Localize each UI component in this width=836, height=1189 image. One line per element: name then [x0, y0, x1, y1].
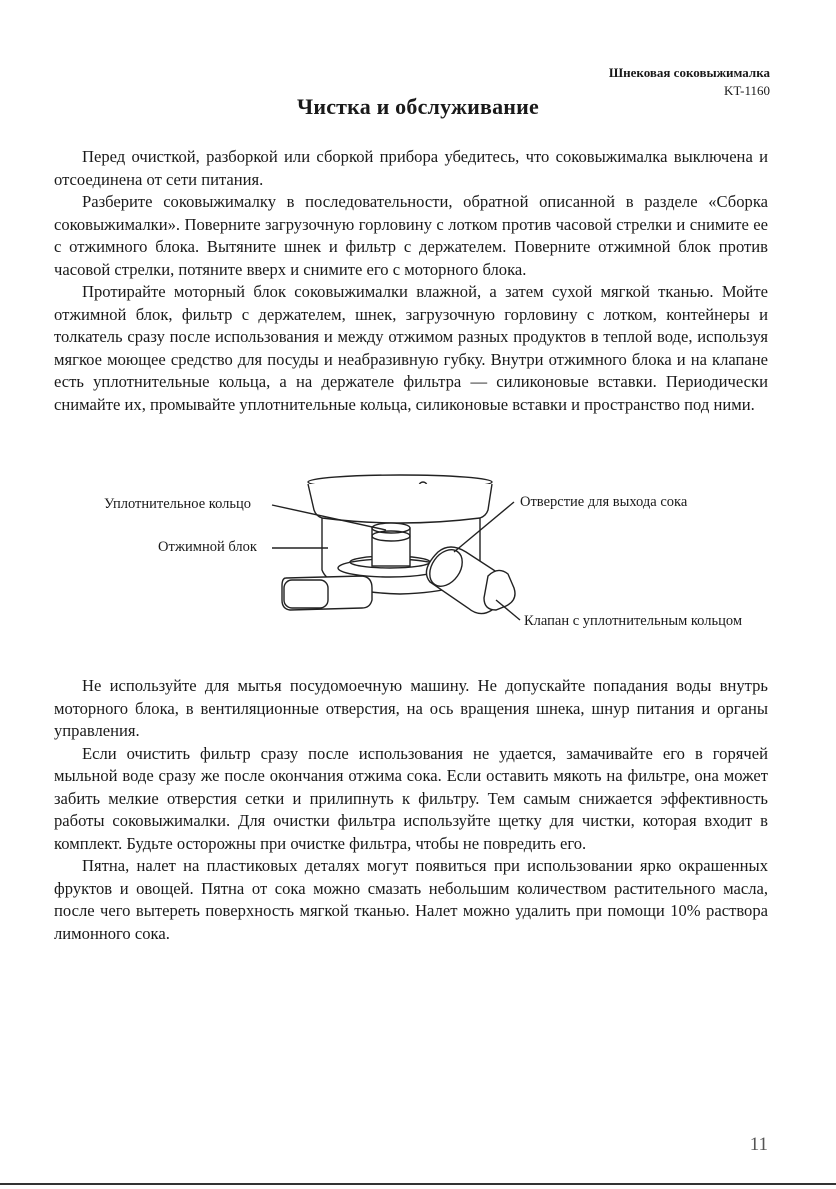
page-title: Чистка и обслуживание — [296, 94, 540, 119]
label-juicing-block: Отжимной блок — [158, 539, 257, 555]
paragraph: Разберите соковыжималку в последовательности, обратной описанной в разделе «Сборка соковыжималки». Поверните загрузочную горловину с лотком против часовой стрелки и снимите ее с отжимного блока. Вытяните шнек и фильтр с держателем. Поверните отжимной блок против часовой стрелки, потяните вверх и снимите его с моторного блока. — [54, 192, 768, 279]
paragraph: Не используйте для мытья посудомоечную машину. Не допускайте попадания воды внутрь моторного блока, в вентиляционные отверстия, на ось вращения шнека, шнур питания и органы управления. — [54, 676, 768, 740]
paragraph: Если очистить фильтр сразу после использования не удается, замачивайте его в горячей мыльной воде сразу же после окончания отжима сока. Если оставить мякоть на фильтре, она может забить мелкие отверстия сетки и прилипнуть к фильтру. Тем самым снижается эффективность работы соковыжималки. Для очистки фильтра используйте щетку для чистки, которая входит в комплект. Будьте осторожны при очистке фильтра, чтобы не повредить его. — [54, 743, 768, 853]
paragraph: Перед очисткой, разборкой или сборкой прибора убедитесь, что соковыжималка выключена и отсоединена от сети питания. — [54, 147, 768, 189]
paragraph: Пятна, налет на пластиковых деталях могут появиться при использовании ярко окрашенных фруктов и овощей. Пятна от сока можно смазать небольшим количеством растительного масла, после чего вытереть поверхность мягкой тканью. Налет можно удалить при помощи 10% раствора лимонного сока. — [54, 856, 768, 943]
header-model-code: KT-1160 — [724, 83, 770, 98]
page-number: 11 — [749, 1134, 768, 1155]
header-product-name: Шнековая соковыжималка — [608, 65, 770, 80]
text-block-top — [54, 146, 768, 416]
paragraph: Протирайте моторный блок соковыжималки влажной, а затем сухой мягкой тканью. Мойте отжимной блок, фильтр с держателем, шнек, загрузочную горловину с лотком, контейнеры и толкатель сразу после использования и между отжимом разных продуктов в теплой воде, используя мягкое моющее средство для посуды и неабразивную губку. Внутри отжимного блока и на клапане есть уплотнительные кольца, а на держателе фильтра — силиконовые вставки. Периодически снимайте их, промывайте уплотнительные кольца, силиконовые вставки и пространство под ними. — [54, 282, 768, 414]
footer-rule — [0, 1183, 836, 1185]
label-valve: Клапан с уплотнительным кольцом — [524, 613, 743, 629]
label-seal-ring: Уплотнительное кольцо — [104, 496, 251, 512]
text-block-bottom — [54, 675, 768, 945]
label-juice-outlet: Отверстие для выхода сока — [520, 494, 688, 510]
juicer-diagram — [100, 470, 780, 650]
